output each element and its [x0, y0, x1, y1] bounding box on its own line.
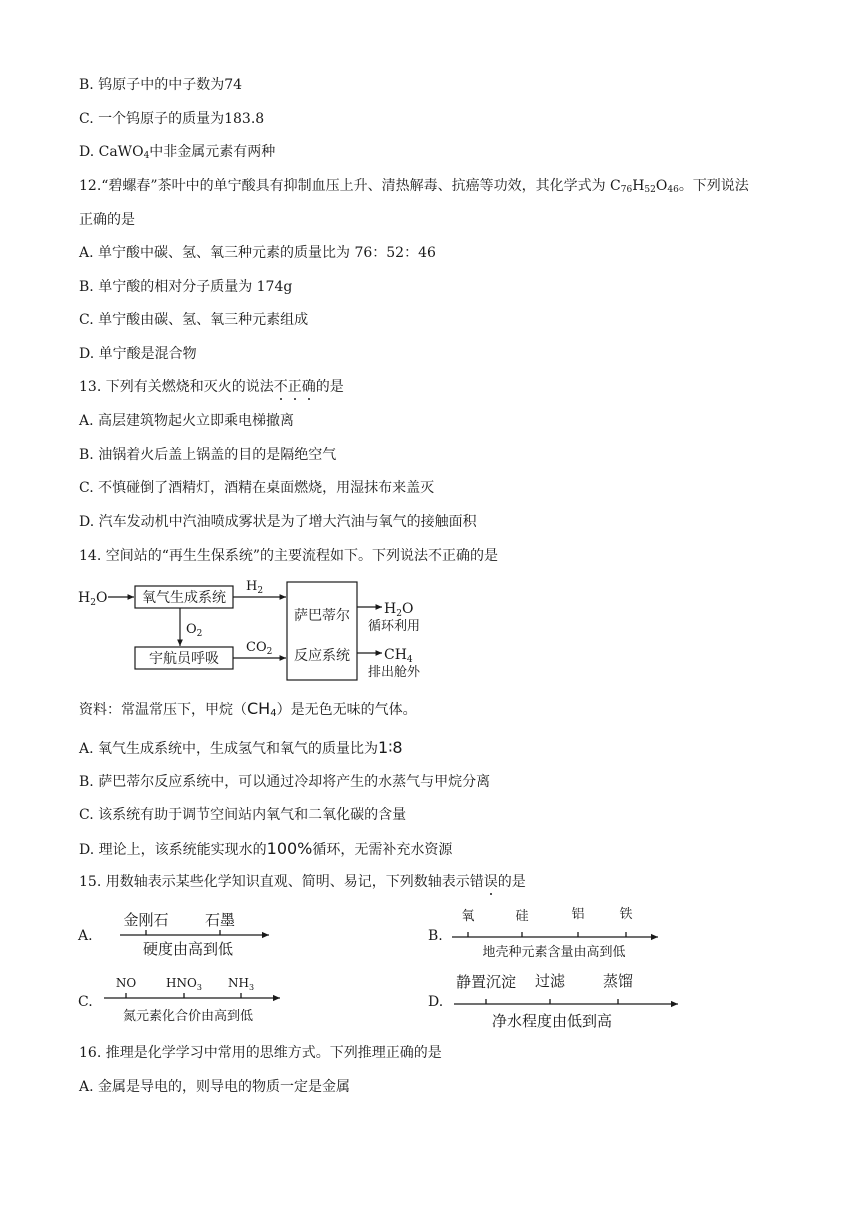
q13-option-b: B. 油锅着火后盖上锅盖的目的是隔绝空气 [79, 447, 337, 463]
q12-option-d: D. 单宁酸是混合物 [79, 346, 197, 362]
q13-option-d: D. 汽车发动机中汽油喷成雾状是为了增大汽油与氧气的接触面积 [79, 514, 477, 530]
q15-stem: 15. 用数轴表示某些化学知识直观、简明、易记，下列数轴表示错误的是 [79, 874, 526, 890]
option-c-label: C. [78, 994, 93, 1010]
q13-option-c: C. 不慎碰倒了酒精灯，酒精在桌面燃烧，用湿抹布来盖灭 [79, 480, 435, 496]
sabatier-label-1: 萨巴蒂尔 [294, 608, 350, 624]
ch4-output-label: $CH_4$ [384, 647, 413, 665]
a-axis-label: 硬度由高到低 [142, 940, 234, 958]
o2-generation-label: 氧气生成系统 [142, 590, 226, 606]
q15-number-line-b [426, 900, 666, 962]
vent-label: 排出舱外 [368, 665, 421, 680]
q12-option-c: C. 单宁酸由碳、氢、氧三种元素组成 [79, 312, 309, 328]
h2o-output-label: $H_2O$ [384, 601, 414, 619]
option-d-label: D. [428, 994, 444, 1010]
b-axis-label: 地壳种元素含量由高到低 [482, 945, 626, 960]
d-tick-label-1: 静置沉淀 [455, 973, 517, 991]
q14-option-d: D. 理论上，该系统能实现水的100%循环，无需补充水资源 [79, 839, 453, 858]
c-tick-label-3: $NH_3$ [227, 976, 255, 992]
b-tick-label-1: 氧 [461, 909, 475, 924]
o2-label: $O_2$ [186, 622, 203, 639]
q16-option-a: A. 金属是导电的，则导电的物质一定是金属 [79, 1079, 351, 1095]
h2o-input-label: $H_2O$ [78, 590, 108, 608]
q14-note: 资料：常温常压下，甲烷$(CH_4)$是无色无味的气体。 [79, 699, 417, 719]
option-b-label: B. [428, 928, 443, 944]
option-a-label: A. [78, 928, 93, 944]
q12-stem-cont: 正确的是 [79, 212, 135, 228]
recycle-label: 循环利用 [368, 619, 421, 634]
h2-label: $H_2$ [246, 579, 264, 596]
q14-stem: 14. 空间站的“再生生保系统”的主要流程如下。下列说法不正确的是 [79, 548, 499, 564]
q14-option-b: B. 萨巴蒂尔反应系统中，可以通过冷却将产生的水蒸气与甲烷分离 [79, 774, 491, 790]
q15-number-line-c [76, 970, 286, 1028]
d-tick-label-2: 过滤 [534, 972, 566, 990]
sabatier-label-2: 反应系统 [294, 648, 350, 664]
sabatier-box [287, 582, 357, 680]
b-tick-label-4: 铁 [619, 907, 633, 922]
q11-option-d: D. CaWO$_4$中非金属元素有两种 [79, 144, 276, 161]
q14-option-a: A. 氧气生成系统中，生成氢气和氧气的质量比为1∶8 [79, 738, 403, 757]
q12-option-a: A. 单宁酸中碳、氢、氧三种元素的质量比为 76：52：46 [79, 245, 436, 261]
q14-flow-diagram [76, 572, 456, 684]
q12-stem: 12.“碧螺春”茶叶中的单宁酸具有抑制血压上升、清热解毒、抗癌等功效，其化学式为 $C_{76}H_{52}O_{46}$。下列说法 [79, 178, 749, 195]
a-tick-label-1: 金刚石 [123, 911, 169, 929]
c-tick-label-2: $HNO_3$ [166, 976, 202, 992]
c-axis-label: 氮元素化合价由高到低 [122, 1009, 254, 1024]
d-axis-label: 净水程度由低到高 [491, 1012, 613, 1030]
b-tick-label-3: 铝 [571, 907, 585, 922]
a-tick-label-2: 石墨 [204, 911, 236, 929]
q11-option-c: C. 一个钨原子的质量为183.8 [79, 111, 265, 127]
q14-option-c: C. 该系统有助于调节空间站内氧气和二氧化碳的含量 [79, 807, 407, 823]
q13-option-a: A. 高层建筑物起火立即乘电梯撤离 [79, 413, 295, 429]
q13-stem: 13. 下列有关燃烧和灭火的说法不正确的是 [79, 379, 344, 395]
d-tick-label-3: 蒸馏 [602, 972, 634, 990]
astronaut-label: 宇航员呼吸 [149, 651, 219, 667]
q15-number-line-a [76, 900, 276, 962]
b-tick-label-2: 硅 [515, 909, 529, 924]
c-tick-label-1: NO [115, 976, 137, 990]
q12-option-b: B. 单宁酸的相对分子质量为 174g [79, 279, 293, 295]
co2-label: $CO_2$ [246, 640, 273, 657]
q15-number-line-d [426, 964, 686, 1032]
q11-option-b: B. 钨原子中的中子数为74 [79, 77, 243, 93]
q16-stem: 16. 推理是化学学习中常用的思维方式。下列推理正确的是 [79, 1045, 442, 1061]
